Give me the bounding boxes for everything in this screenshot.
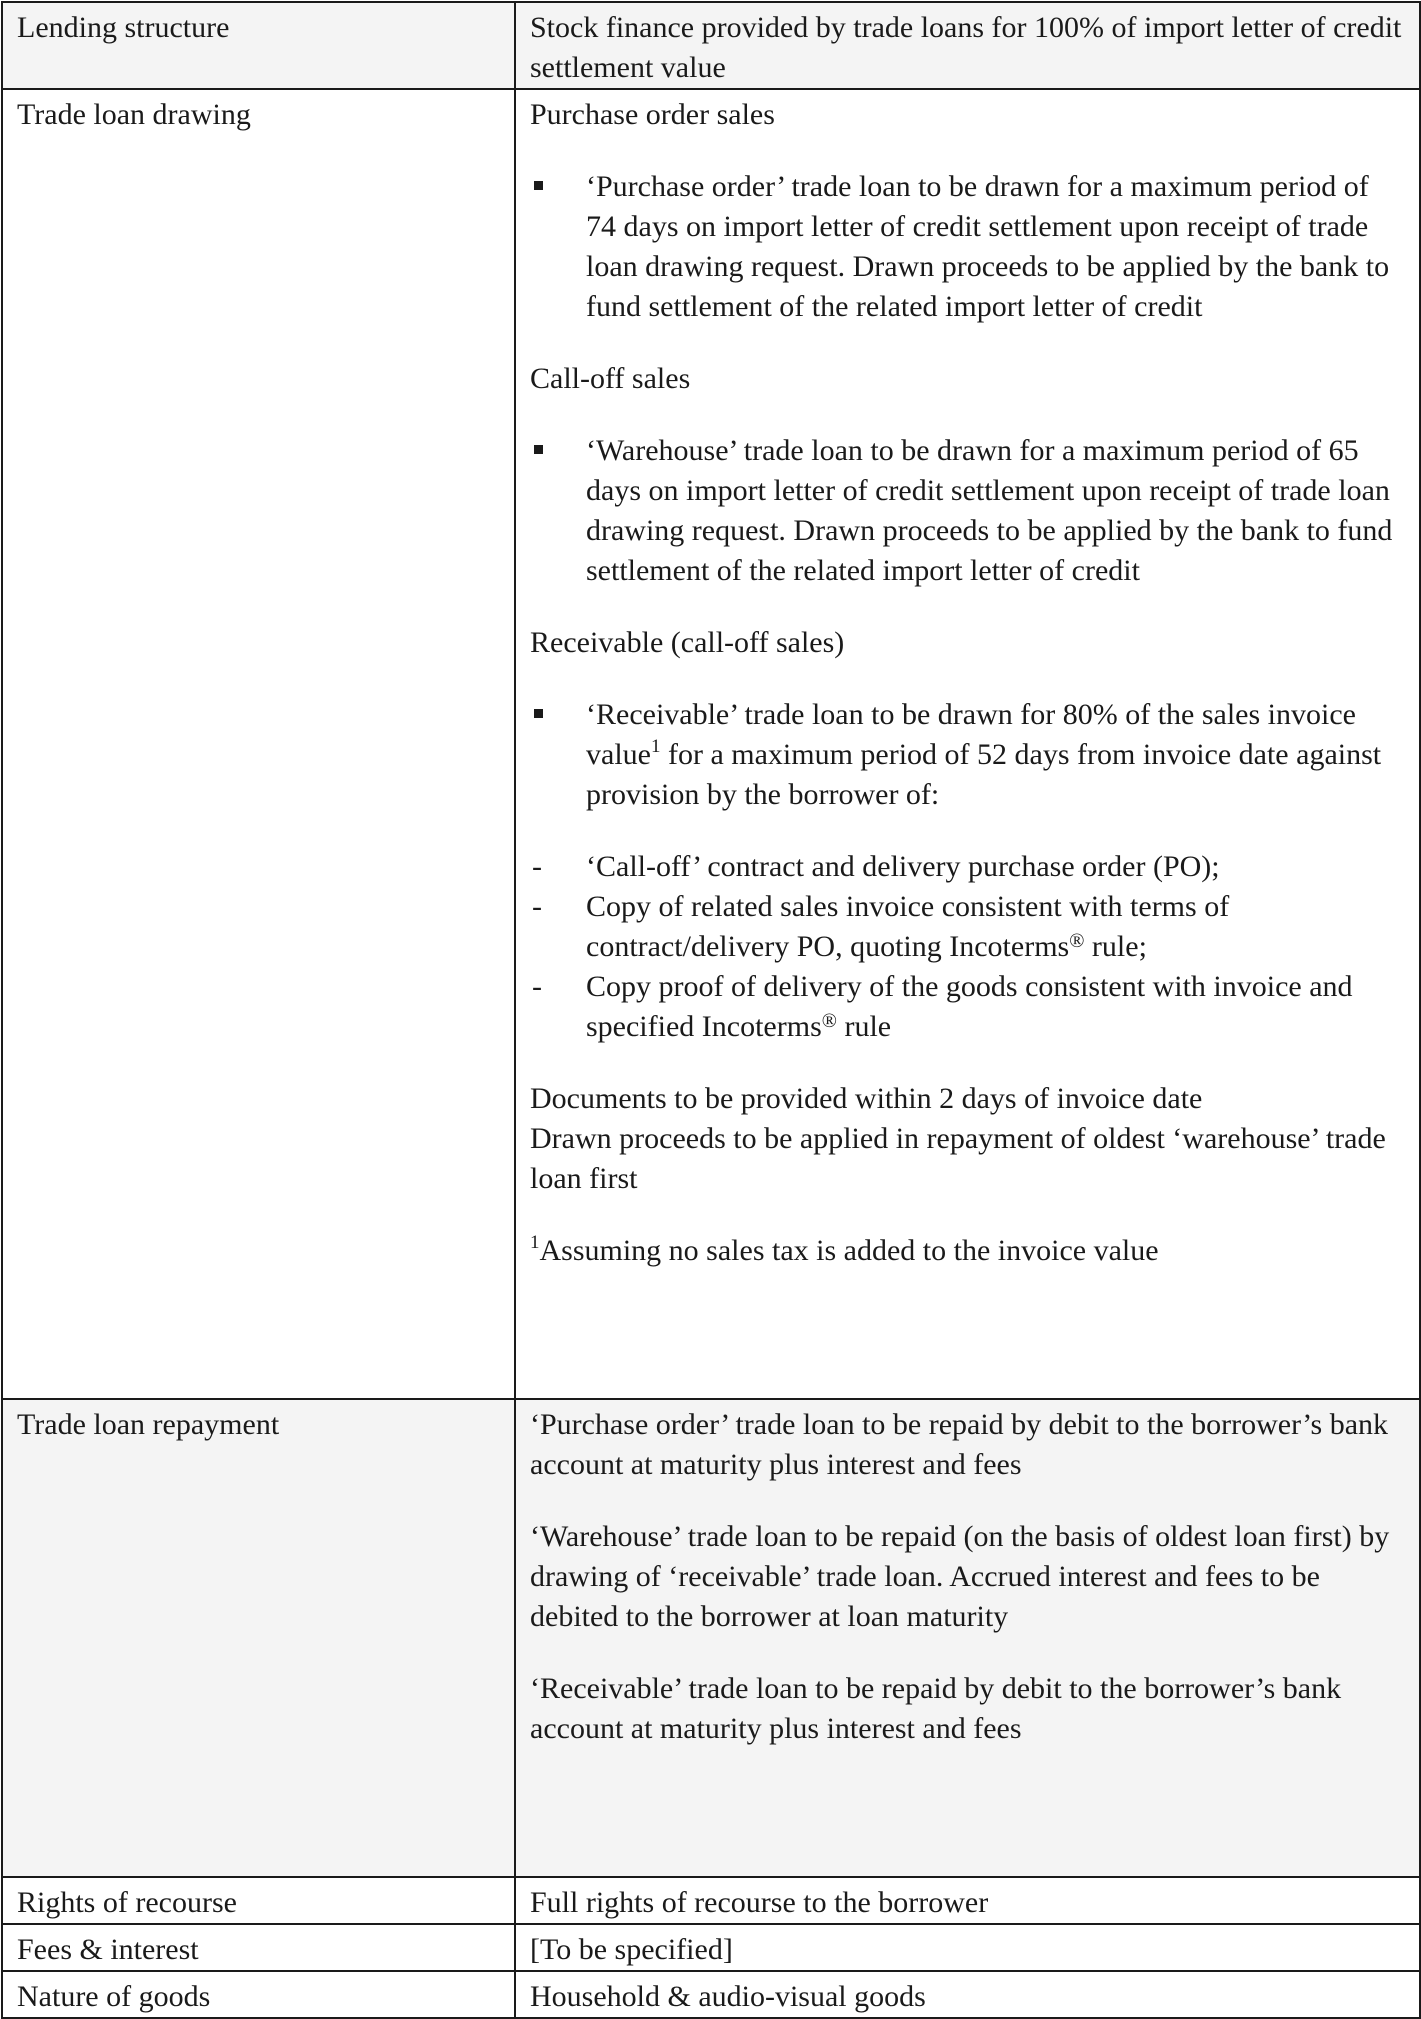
bullet-text: ‘Warehouse’ trade loan to be drawn for a maximum period of 65 days on import letter of credit settlement upon receipt of trade loan drawing request. Drawn proceeds to be applied by the bank to fund settlement of the related import letter of credit <box>586 434 1393 587</box>
purchase-order-heading: Purchase order sales <box>530 98 775 131</box>
square-bullet-icon <box>534 709 543 718</box>
label-cell <box>2 1877 515 1924</box>
repayment-paragraph: ‘Warehouse’ trade loan to be repaid (on the basis of oldest loan first) by drawing of ‘receivable’ trade loan. Accrued interest and fees to be debited to the borrower at loan maturity <box>530 1520 1390 1633</box>
receivable-heading: Receivable (call-off sales) <box>530 626 845 659</box>
repayment-paragraph: ‘Purchase order’ trade loan to be repaid by debit to the borrower’s bank account at maturity plus interest and fees <box>530 1408 1389 1481</box>
registered-mark: ® <box>1069 930 1085 952</box>
footnote-marker: 1 <box>650 736 661 757</box>
bullet-text: ‘Purchase order’ trade loan to be drawn for a maximum period of 74 days on import letter of credit settlement upon receipt of trade loan drawing request. Drawn proceeds to be applied by the bank to fund settlement of the related import letter of credit <box>586 170 1390 323</box>
dash-text-part: Copy proof of delivery of the goods consistent with invoice and specified Incoterms <box>586 970 1353 1043</box>
row-lending-structure <box>2 2 1420 89</box>
dash-text-part: rule <box>836 1010 892 1043</box>
row-label: Lending structure <box>17 11 230 44</box>
bullet-text <box>586 698 1381 811</box>
dash-marker: - <box>532 890 542 923</box>
dash-marker: - <box>532 970 542 1003</box>
label-cell <box>2 1924 515 1971</box>
bullet-item <box>530 695 1405 815</box>
label-cell <box>2 2 515 89</box>
row-label: Nature of goods <box>17 1980 211 2013</box>
documents-line: Drawn proceeds to be applied in repayment of oldest ‘warehouse’ trade loan first <box>530 1122 1386 1195</box>
bullet-text-part: ‘Receivable’ trade loan to be drawn for 80% of the sales invoice value <box>586 698 1356 771</box>
registered-mark: ® <box>821 1010 837 1032</box>
label-cell <box>2 1971 515 2018</box>
row-rights-of-recourse <box>2 1877 1420 1924</box>
square-bullet-icon <box>534 445 543 454</box>
bullet-item <box>530 167 1405 327</box>
value-cell <box>515 1971 1420 2018</box>
bullet-item <box>530 431 1405 591</box>
row-fees-interest <box>2 1924 1420 1971</box>
row-value: [To be specified] <box>530 1933 733 1966</box>
footnote-text: Assuming no sales tax is added to the invoice value <box>539 1234 1159 1267</box>
row-label: Trade loan drawing <box>17 98 251 131</box>
row-label: Rights of recourse <box>17 1886 237 1919</box>
dash-text-part: Copy of related sales invoice consistent with terms of contract/delivery PO, quoting Incoterms <box>586 890 1230 963</box>
row-label: Fees & interest <box>17 1933 199 1966</box>
bullet-text-part: for a maximum period of 52 days from invoice date against provision by the borrower of: <box>586 738 1382 811</box>
dash-text <box>586 890 1229 963</box>
dash-text <box>586 970 1353 1043</box>
row-label: Trade loan repayment <box>17 1408 280 1441</box>
value-cell <box>515 2 1420 89</box>
square-bullet-icon <box>534 181 543 190</box>
footnote-number: 1 <box>530 1232 540 1253</box>
value-cell <box>515 89 1420 1399</box>
dash-list-item <box>530 887 1405 967</box>
footnote <box>530 1231 1405 1271</box>
value-cell <box>515 1877 1420 1924</box>
dash-list-item <box>530 967 1405 1047</box>
row-trade-loan-repayment <box>2 1399 1420 1877</box>
row-value: Full rights of recourse to the borrower <box>530 1886 989 1919</box>
documents-line: Documents to be provided within 2 days of invoice date <box>530 1082 1203 1115</box>
value-cell <box>515 1924 1420 1971</box>
term-sheet-table <box>1 1 1421 2019</box>
row-value: Household & audio-visual goods <box>530 1980 926 2013</box>
dash-text-part: rule; <box>1084 930 1147 963</box>
value-cell <box>515 1399 1420 1877</box>
repayment-paragraph: ‘Receivable’ trade loan to be repaid by debit to the borrower’s bank account at maturity plus interest and fees <box>530 1672 1342 1745</box>
dash-text: ‘Call-off’ contract and delivery purchase order (PO); <box>586 850 1220 883</box>
dash-list-item <box>530 847 1405 887</box>
dash-marker: - <box>532 850 542 883</box>
label-cell <box>2 89 515 1399</box>
row-trade-loan-drawing <box>2 89 1420 1399</box>
call-off-heading: Call-off sales <box>530 362 691 395</box>
row-nature-of-goods <box>2 1971 1420 2018</box>
row-value: Stock finance provided by trade loans for 100% of import letter of credit settlement value <box>530 11 1402 84</box>
label-cell <box>2 1399 515 1877</box>
